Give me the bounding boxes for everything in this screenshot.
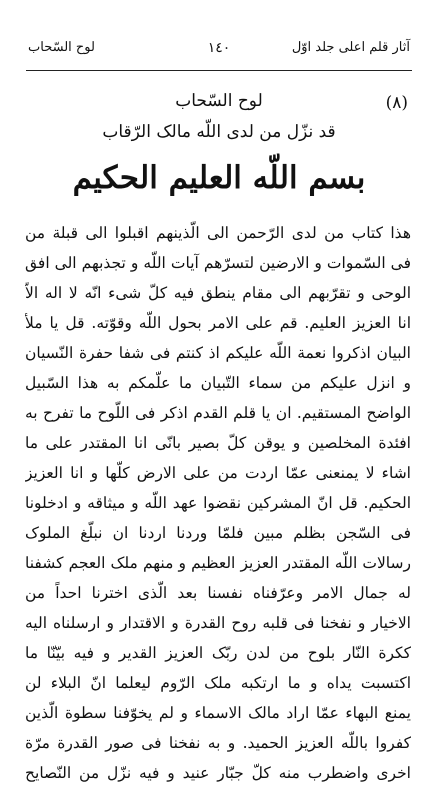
text-line: فی السّجن بظلم مبین فلمّا وردنا اردنا ان نبلّغ الملوک (25, 524, 411, 542)
opening-line: قد نزّل من لدی اللّه مالک الرّقاب (102, 122, 336, 142)
text-line: و انزل علیکم من سماء التّبیان ما علّمکم به هذا السّبیل (25, 374, 411, 392)
running-header (28, 40, 410, 62)
text-line: ککرة النّار بلوح من لدن ربّک العزیز القدیر و فیه بیّنّا ما (25, 644, 411, 662)
text-line: رسالات اللّه المقتدر العزیز العظیم و منهم ملک العجم کشفنا (25, 554, 411, 572)
text-line: له جمال الامر وعرّفناه نفسنا بعد الّذی اخترنا احداً من (25, 584, 411, 602)
text-line: فی السّموات و الارضین لتسرّهم آیات اللّه و تجذبهم الی افق (25, 254, 411, 272)
text-line: افئدة المخلصین و یوقن کلّ بصیر بانّی انا المقتدر علی ما (25, 434, 411, 452)
page-number: ١٤٠ (207, 40, 231, 56)
text-line: اخری واضطرب منه کلّ جبّار عنید و فیه نزّل من النّصایح (25, 764, 411, 782)
text-line: الحکیم. قل انّ المشرکین نقضوا عهد اللّه و میثاقه و ادخلونا (25, 494, 411, 512)
text-line: الواضح المستقیم. ان یا قلم القدم اذکر فی اللّوح ما تفرح به (25, 404, 411, 422)
tablet-title: لوح السّحاب (175, 91, 263, 111)
text-line: یمنع البهاء عمّا اراد مالک الاسماء و لم یخوّفنا سطوة الّذین (25, 704, 411, 722)
book-title: آثار قلم اعلی جلد اوّل (291, 40, 410, 55)
text-line: اکتسبت یداه و ما ارتکبه ملک الرّوم لیعلما انّ البلاء لن (25, 674, 411, 692)
text-line: الاخیار و نفخنا فی قلبه روح القدرة و الاقتدار و ارسلناه الیه (25, 614, 411, 632)
section-title: لوح السّحاب (28, 40, 95, 55)
text-line: انا العزیز العلیم. قم علی الامر بحول اللّه وقوّته. قل یا ملأ (25, 314, 411, 332)
header-rule (26, 70, 412, 71)
basmala-heading: بسم اللّه العلیم الحکیم (72, 160, 366, 196)
text-line: هذا کتاب من لدی الرّحمن الی الّذینهم اقبلوا الی قبلة من (25, 224, 411, 242)
text-line: اشاء لا یمنعنی عمّا اردت من علی الارض کلّها و انا العزیز (25, 464, 411, 482)
tablet-number: (٨) (385, 93, 408, 113)
text-line: البیان اذکروا نعمة اللّه علیکم اذ کنتم فی شفا حفرة النّسیان (25, 344, 411, 362)
tablet-body (25, 218, 411, 788)
text-line: الوحی و تقرّبهم الی مقام ینطق فیه کلّ شیء انّه لا اله الاّ (25, 284, 411, 302)
text-line: کفروا باللّه العزیز الحمید. و به نفخنا فی صور القدرة مرّة (25, 734, 411, 752)
